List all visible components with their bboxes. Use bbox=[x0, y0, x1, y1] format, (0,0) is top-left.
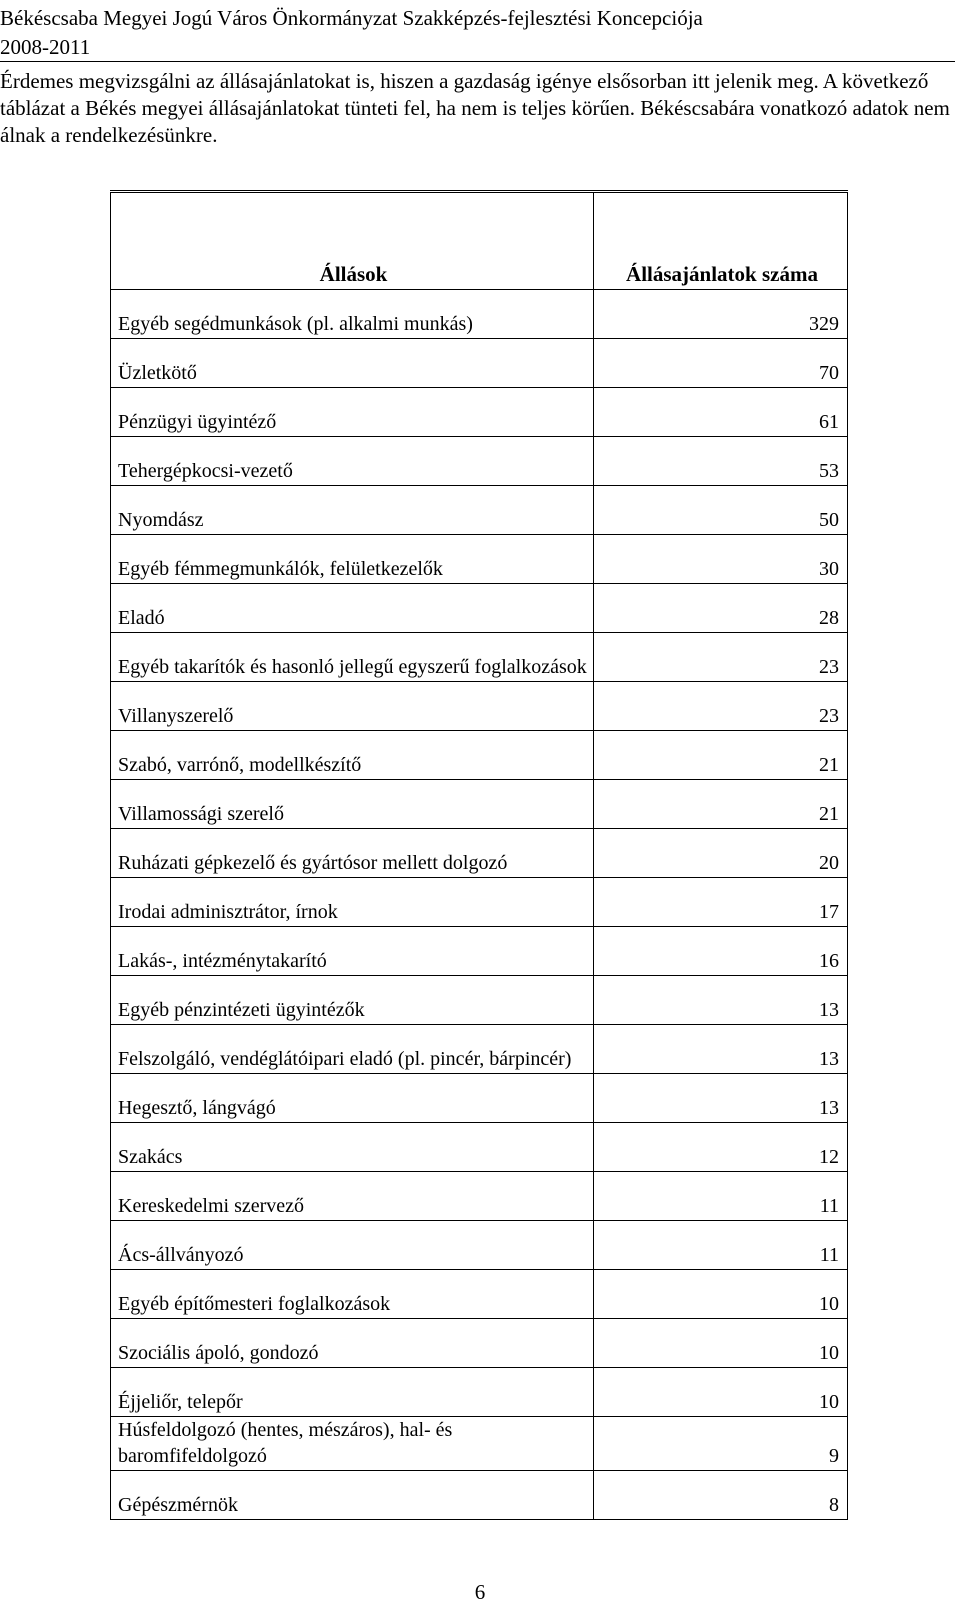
table-row bbox=[111, 1471, 848, 1520]
table-row bbox=[111, 1123, 848, 1172]
table-row bbox=[111, 682, 848, 731]
offer-count-cell: 23 bbox=[594, 682, 848, 731]
header-title: Békéscsaba Megyei Jogú Város Önkormányzat Szakképzés-fejlesztési Koncepciója bbox=[0, 6, 703, 30]
job-name-cell: Szociális ápoló, gondozó bbox=[111, 1319, 594, 1368]
job-name-cell: Lakás-, intézménytakarító bbox=[111, 927, 594, 976]
offer-count-cell: 9 bbox=[594, 1417, 848, 1471]
job-name-cell: Egyéb építőmesteri foglalkozások bbox=[111, 1270, 594, 1319]
job-name-cell: Egyéb fémmegmunkálók, felületkezelők bbox=[111, 535, 594, 584]
table-row bbox=[111, 1270, 848, 1319]
job-name-cell: Szakács bbox=[111, 1123, 594, 1172]
job-name-cell: Éjjeliőr, telepőr bbox=[111, 1368, 594, 1417]
offer-count-cell: 13 bbox=[594, 976, 848, 1025]
offer-count-cell: 11 bbox=[594, 1172, 848, 1221]
document-header bbox=[0, 4, 955, 62]
job-name-cell: Gépészmérnök bbox=[111, 1471, 594, 1520]
job-name-cell: Egyéb pénzintézeti ügyintézők bbox=[111, 976, 594, 1025]
job-name-cell: Szabó, varrónő, modellkészítő bbox=[111, 731, 594, 780]
offer-count-cell: 8 bbox=[594, 1471, 848, 1520]
column-header-offers: Állásajánlatok száma bbox=[594, 192, 848, 290]
job-offers-table bbox=[110, 190, 848, 1520]
job-name-cell: Ruházati gépkezelő és gyártósor mellett dolgozó bbox=[111, 829, 594, 878]
job-name-cell: Húsfeldolgozó (hentes, mészáros), hal- és baromfifeldolgozó bbox=[111, 1417, 594, 1471]
table-row bbox=[111, 633, 848, 682]
job-name-cell: Üzletkötő bbox=[111, 339, 594, 388]
offer-count-cell: 11 bbox=[594, 1221, 848, 1270]
job-name-cell: Egyéb takarítók és hasonló jellegű egyszerű foglalkozások bbox=[111, 633, 594, 682]
table-row bbox=[111, 976, 848, 1025]
table-row bbox=[111, 1319, 848, 1368]
table-row bbox=[111, 486, 848, 535]
table-row bbox=[111, 1221, 848, 1270]
table-row bbox=[111, 731, 848, 780]
table-row bbox=[111, 290, 848, 339]
offer-count-cell: 329 bbox=[594, 290, 848, 339]
job-name-cell: Felszolgáló, vendéglátóipari eladó (pl. pincér, bárpincér) bbox=[111, 1025, 594, 1074]
offer-count-cell: 16 bbox=[594, 927, 848, 976]
table-row bbox=[111, 927, 848, 976]
header-years: 2008-2011 bbox=[0, 35, 91, 59]
intro-paragraph: Érdemes megvizsgálni az állásajánlatokat is, hiszen a gazdaság igénye elsősorban itt jelenik meg. A következő táblázat a Békés megyei állásajánlatokat tünteti fel, ha nem is teljes körűen. Békéscsabára vonatkozó adatok nem álnak a rendelkezésünkre. bbox=[0, 69, 950, 147]
offer-count-cell: 53 bbox=[594, 437, 848, 486]
table-row bbox=[111, 878, 848, 927]
table-row bbox=[111, 1074, 848, 1123]
job-name-cell: Ács-állványozó bbox=[111, 1221, 594, 1270]
job-name-cell: Hegesztő, lángvágó bbox=[111, 1074, 594, 1123]
table-row bbox=[111, 535, 848, 584]
job-name-cell: Tehergépkocsi-vezető bbox=[111, 437, 594, 486]
table-body bbox=[111, 290, 848, 1520]
offer-count-cell: 28 bbox=[594, 584, 848, 633]
header-divider bbox=[0, 61, 955, 62]
job-name-cell: Pénzügyi ügyintéző bbox=[111, 388, 594, 437]
job-name-cell: Villamossági szerelő bbox=[111, 780, 594, 829]
job-name-cell: Kereskedelmi szervező bbox=[111, 1172, 594, 1221]
offer-count-cell: 10 bbox=[594, 1270, 848, 1319]
offer-count-cell: 61 bbox=[594, 388, 848, 437]
job-name-cell: Eladó bbox=[111, 584, 594, 633]
offer-count-cell: 10 bbox=[594, 1319, 848, 1368]
offer-count-cell: 17 bbox=[594, 878, 848, 927]
offer-count-cell: 13 bbox=[594, 1074, 848, 1123]
offer-count-cell: 30 bbox=[594, 535, 848, 584]
table-row bbox=[111, 829, 848, 878]
offer-count-cell: 21 bbox=[594, 780, 848, 829]
offer-count-cell: 21 bbox=[594, 731, 848, 780]
table-row bbox=[111, 1025, 848, 1074]
table-row bbox=[111, 437, 848, 486]
table-row bbox=[111, 339, 848, 388]
job-name-cell: Egyéb segédmunkások (pl. alkalmi munkás) bbox=[111, 290, 594, 339]
offer-count-cell: 50 bbox=[594, 486, 848, 535]
offer-count-cell: 70 bbox=[594, 339, 848, 388]
offer-count-cell: 12 bbox=[594, 1123, 848, 1172]
offer-count-cell: 23 bbox=[594, 633, 848, 682]
offer-count-cell: 10 bbox=[594, 1368, 848, 1417]
offer-count-cell: 20 bbox=[594, 829, 848, 878]
table-row bbox=[111, 1417, 848, 1471]
table-header-row bbox=[111, 192, 848, 290]
table-row bbox=[111, 1172, 848, 1221]
table-row bbox=[111, 780, 848, 829]
column-header-jobs: Állások bbox=[111, 192, 594, 290]
job-name-cell: Nyomdász bbox=[111, 486, 594, 535]
offer-count-cell: 13 bbox=[594, 1025, 848, 1074]
job-name-cell: Villanyszerelő bbox=[111, 682, 594, 731]
page-number: 6 bbox=[474, 1580, 486, 1604]
table-row bbox=[111, 388, 848, 437]
table-row bbox=[111, 1368, 848, 1417]
table-row bbox=[111, 584, 848, 633]
job-name-cell: Irodai adminisztrátor, írnok bbox=[111, 878, 594, 927]
